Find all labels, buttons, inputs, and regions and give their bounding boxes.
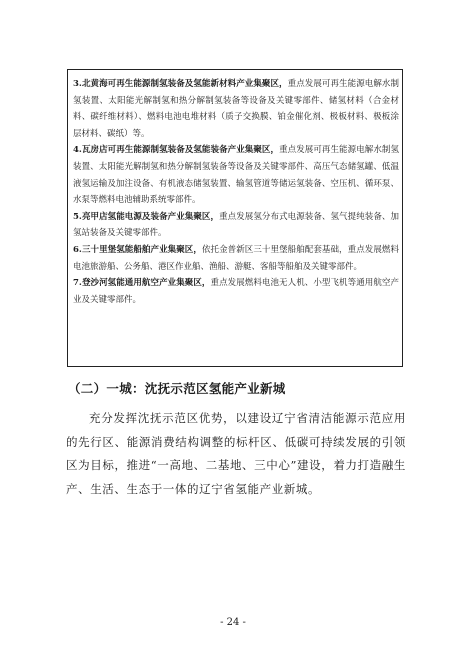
cluster-item-5 (73, 209, 399, 242)
cluster-item-3 (73, 76, 399, 142)
cluster-heading: 7.登沙河氢能通用航空产业集聚区， (73, 278, 211, 289)
cluster-heading: 6.三十里堡氢能船舶产业集聚区， (73, 244, 202, 255)
cluster-body: 重点发展可再生能源电解水制氢装置、太阳能光解制氢和热分解制氢装备等设备及关键零部件、储氢材料（合金材料、碳纤维材料）、燃料电池电堆材料（质子交换膜、铂金催化剂、极板材料、极板涂层材料、碳纸）等。 (73, 79, 399, 139)
section-heading: （二）一城：沈抚示范区氢能产业新城 (68, 381, 286, 396)
cluster-body: 重点发展可再生能源电解水制氢装置、太阳能光解制氢和热分解制氢装备等设备及关键零部件、高压气态储氢罐、低温液氢运输及加注设备、有机液态储氢装置、输氢管道等储运氢装备、空压机、循环泵、水泵等燃料电池辅助系统零部件。 (73, 145, 399, 206)
page-number: - 24 - (220, 617, 246, 628)
body-paragraph: 充分发挥沈抚示范区优势，以建设辽宁省清洁能源示范应用的先行区、能源消费结构调整的标杆区、低碳可持续发展的引领区为目标，推进“一高地、二基地、三中心”建设，着力打造融生产、生活、生态于一体的辽宁省氢能产业新城。 (66, 411, 406, 496)
cluster-heading: 4.瓦房店可再生能源制氢装备及氢能装备产业集聚区， (73, 145, 280, 156)
industry-cluster-box (67, 69, 403, 367)
cluster-item-6 (73, 242, 399, 275)
cluster-item-7 (73, 275, 399, 308)
cluster-body: 重点发展氢分布式电源装备、氢气提纯装备、加氢站装备及关键零部件。 (73, 211, 399, 239)
cluster-heading: 5.亮甲店氢能电源及装备产业集聚区， (73, 211, 220, 222)
cluster-body: 重点发展燃料电池无人机、小型飞机等通用航空产业及关键零部件。 (73, 278, 399, 305)
cluster-body: 依托金普新区三十里堡船舶配套基础，重点发展燃料电池旅游船、公务船、港区作业船、渔船、游艇、客船等船舶及关键零部件。 (73, 244, 399, 272)
cluster-heading: 3.北黄海可再生能源制氢装备及氢能新材料产业集聚区， (73, 79, 288, 89)
cluster-item-4 (73, 142, 399, 208)
